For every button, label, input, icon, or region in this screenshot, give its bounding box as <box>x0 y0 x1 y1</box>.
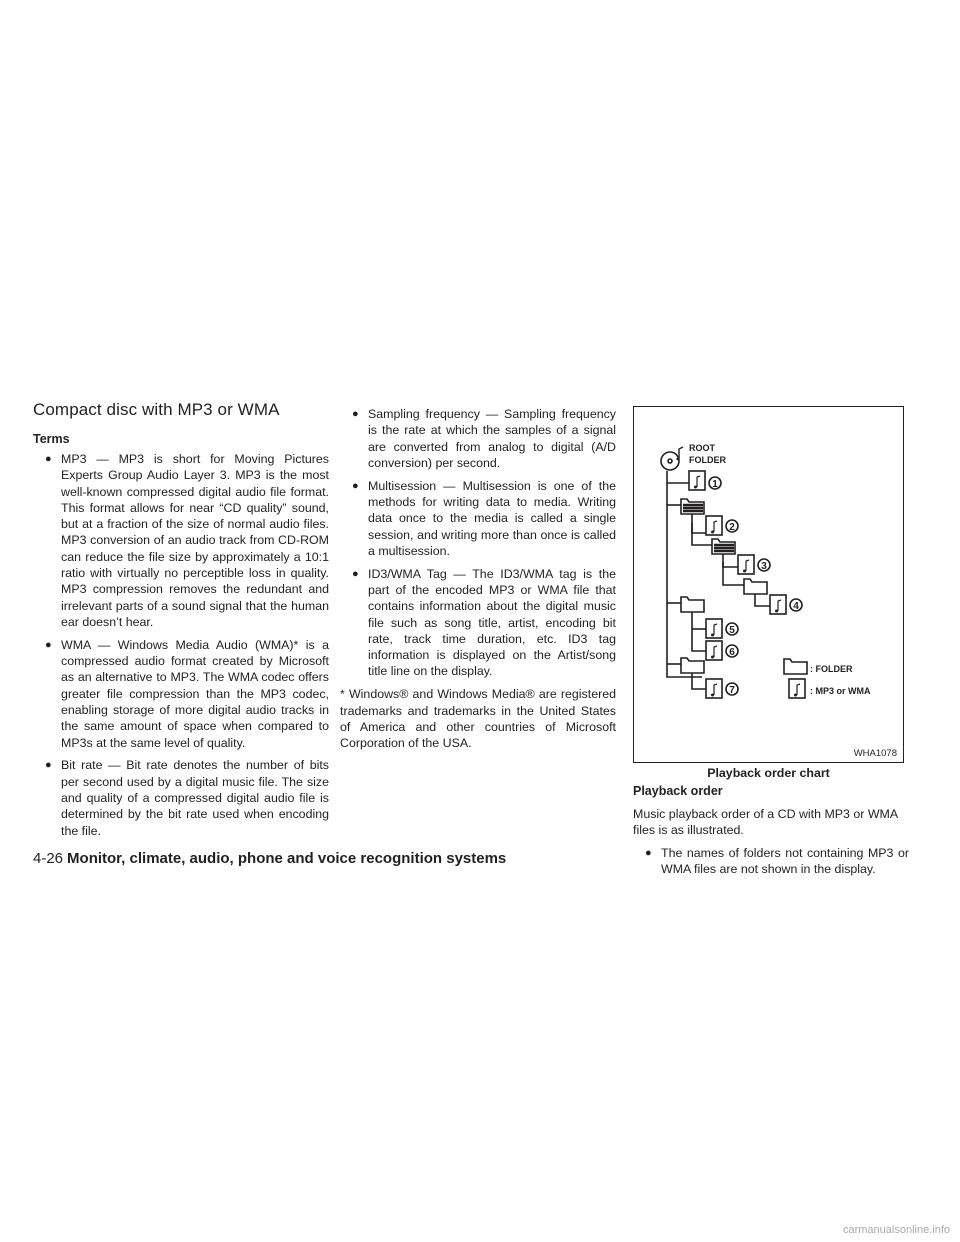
figure-code: WHA1078 <box>853 748 897 759</box>
folder-tree-diagram <box>634 407 905 764</box>
svg-text:5: 5 <box>729 625 735 636</box>
number-badge-2 <box>726 520 738 533</box>
legend-folder-icon <box>784 659 807 674</box>
trademark-note: * Windows® and Windows Media® are registered trademarks and trademarks in the United States of America and other countries of Microsoft Corporation of the USA. <box>340 687 616 751</box>
term-mp3: ● MP3 — MP3 is short for Moving Pictures Experts Group Audio Layer 3. MP3 is the most well-known compressed digital audio file format. This format allows for near “CD quality” sound, but at a fraction of the size of normal audio files. MP3 conversion of an audio track from CD-ROM can reduce the file size by approximately a 10:1 ratio with virtually no perceptible loss in quality. MP3 compression removes the redundant and irrelevant parts of a sound signal that the human ear doesn’t hear. <box>45 452 329 629</box>
svg-text:1: 1 <box>712 479 718 490</box>
svg-text:3: 3 <box>761 561 767 572</box>
folder-icon-c <box>744 579 767 594</box>
bullet-dot: ● <box>45 453 52 465</box>
playback-text: Music playback order of a CD with MP3 or WMA files is as illustrated. <box>633 807 898 838</box>
legend-file-icon <box>789 679 805 698</box>
file-icon-5 <box>706 619 722 638</box>
bullet-dot: ● <box>352 479 359 492</box>
term-bit-rate: ● Bit rate — Bit rate denotes the number of bits per second used by a digital music file. The size and quality of a compressed digital audio file is determined by the bit rate used when encoding the file. <box>45 758 329 838</box>
number-badge-1 <box>709 477 721 490</box>
page-footer <box>33 850 506 867</box>
playback-note: ● The names of folders not containing MP3 or WMA files are not shown in the display. <box>645 845 909 876</box>
watermark[interactable]: carmanualsonline.info <box>842 1224 950 1236</box>
figure-caption: Playback order chart <box>707 766 830 780</box>
chapter-title: Monitor, climate, audio, phone and voice recognition systems <box>67 850 507 867</box>
svg-text:4: 4 <box>793 601 799 612</box>
svg-text:6: 6 <box>729 647 735 658</box>
number-badge-3 <box>758 559 770 572</box>
term-multisession: ● Multisession — Multisession is one of the methods for writing data to media. Writing data once to the media is called a single session, and writing more than once is called a multisession. <box>352 478 616 558</box>
file-icon-2 <box>706 516 722 535</box>
file-icon-7 <box>706 679 722 698</box>
legend-folder-label: : FOLDER <box>810 664 853 674</box>
legend-file-label: : MP3 or WMA <box>810 686 871 696</box>
number-badge-7 <box>726 683 738 696</box>
number-badge-5 <box>726 623 738 636</box>
folder-icon-d <box>681 597 704 612</box>
svg-text:7: 7 <box>729 685 735 696</box>
bullet-dot: ● <box>352 408 359 420</box>
page-number: 4-26 <box>33 850 64 867</box>
bullet-dot: ● <box>352 567 359 580</box>
root-label-1: ROOT <box>689 443 715 453</box>
terms-heading: Terms <box>33 432 70 446</box>
root-label-2: FOLDER <box>689 455 726 465</box>
bullet-dot: ● <box>45 759 52 772</box>
term-sampling-frequency: ● Sampling frequency — Sampling frequency is the rate at which the samples of a signal are converted from analog to digital (A/D conversion) per second. <box>352 407 616 470</box>
term-id3-wma-tag: ● ID3/WMA Tag — The ID3/WMA tag is the part of the encoded MP3 or WMA file that contains information about the digital music file such as song title, artist, encoding bit rate, track time duration, etc. ID3 tag information is displayed on the Artist/song title line on the display. <box>352 566 616 679</box>
file-icon-6 <box>706 641 722 660</box>
bullet-dot: ● <box>645 846 652 859</box>
cd-icon <box>661 447 683 470</box>
folder-icon-b <box>712 539 735 554</box>
playback-heading: Playback order <box>633 784 723 798</box>
svg-text:2: 2 <box>729 522 735 533</box>
term-wma: ● WMA — Windows Media Audio (WMA)* is a compressed audio format created by Microsoft as an alternative to MP3. The WMA codec offers greater file compression than the MP3 codec, enabling storage of more digital audio tracks in the same amount of space when compared to MP3s at the same level of quality. <box>45 637 329 750</box>
section-title: Compact disc with MP3 or WMA <box>33 400 280 419</box>
number-badge-6 <box>726 645 738 658</box>
file-icon-3 <box>738 555 754 574</box>
file-icon-4 <box>770 595 786 614</box>
playback-order-figure <box>633 406 904 763</box>
file-icon-1 <box>689 471 705 490</box>
playback-order-section <box>633 784 909 877</box>
terms-column-2 <box>340 406 616 751</box>
folder-icon-a <box>681 499 704 514</box>
number-badge-4 <box>790 599 802 612</box>
terms-column-1 <box>33 451 329 845</box>
folder-icon-e <box>681 658 704 673</box>
bullet-dot: ● <box>45 638 52 651</box>
